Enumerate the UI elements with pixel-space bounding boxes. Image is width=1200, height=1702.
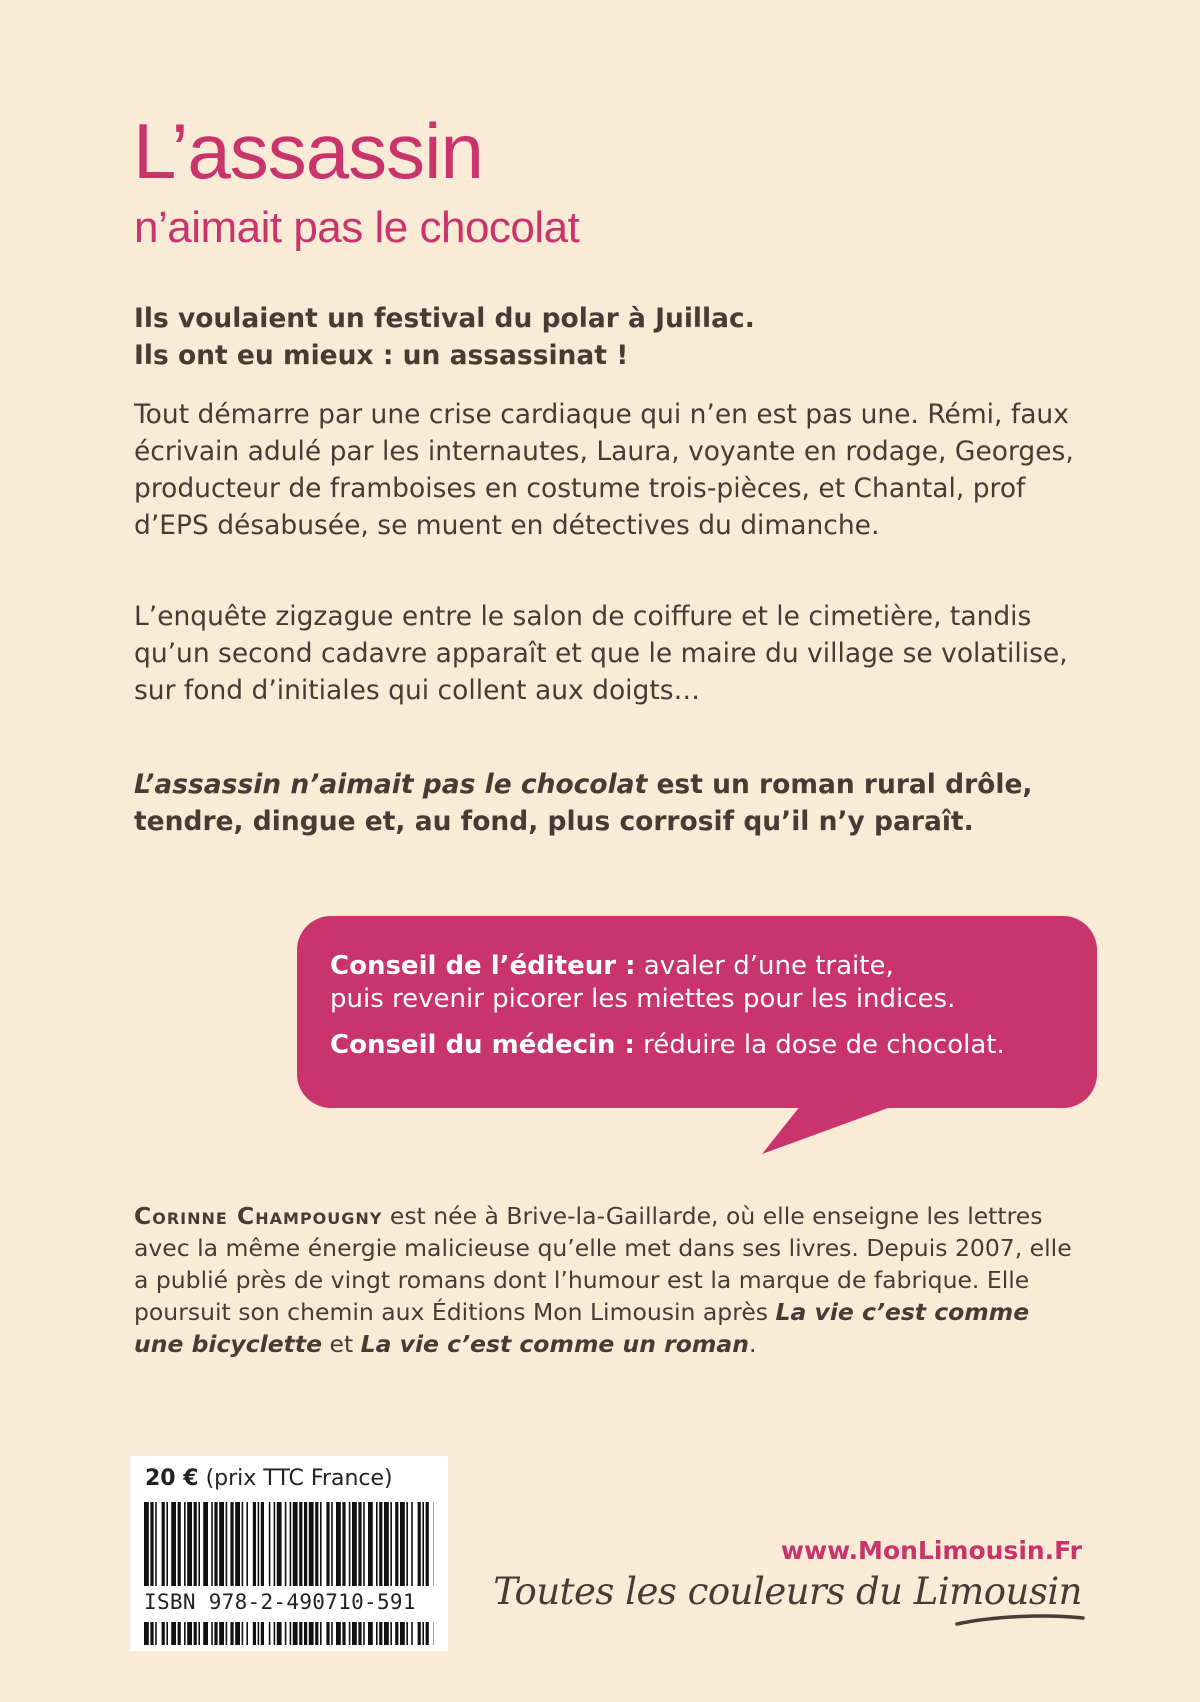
editor-advice-text-2: puis revenir picorer les miettes pour les indices. [330,984,956,1014]
barcode-bar [422,1622,424,1645]
barcode-bar [315,1502,318,1586]
author-name: Corinne Champougny [134,1202,383,1230]
barcode-bar [155,1502,157,1586]
publisher-website[interactable]: www.MonLimousin.Fr [780,1536,1082,1565]
barcode-bar [293,1502,298,1586]
barcode-bar [258,1622,260,1645]
barcode-bar [411,1502,413,1586]
barcode-bar [309,1502,314,1586]
speech-bubble-tail-icon [755,1100,915,1160]
barcode-bar [150,1502,153,1586]
barcode-bar [358,1502,361,1586]
barcode-bar [171,1622,176,1645]
hook-block [134,300,1074,374]
doctor-advice-label: Conseil du médecin : [330,1030,635,1060]
barcode-bar [376,1502,378,1586]
barcode-icon [144,1502,434,1586]
barcode-bar [320,1622,322,1645]
barcode-bar [184,1622,186,1645]
book-subtitle: n’aimait pas le chocolat [134,203,580,252]
barcode-bar [331,1502,333,1586]
barcode-bar [336,1622,341,1645]
barcode-bar [214,1622,217,1645]
barcode-bar [290,1622,292,1645]
barcode-bar [379,1502,382,1586]
barcode-bar [376,1622,378,1645]
barcode-bar [235,1622,240,1645]
barcode-bar [178,1622,181,1645]
barcode-bar [368,1622,373,1645]
barcode-bar [379,1622,382,1645]
barcode-bar [326,1502,329,1586]
barcode-bar [358,1622,361,1645]
barcode-bar [390,1622,392,1645]
barcode-bar [235,1502,240,1586]
barcode-bar [162,1622,165,1645]
editor-advice-text-1: avaler d’une traite, [635,951,894,981]
barcode-bar [418,1502,421,1586]
barcode-bar [363,1622,365,1645]
synopsis-paragraph-3-text: est un roman rural drôle, tendre, dingue et, au fond, plus corrosif qu’il n’y paraît. [134,769,1033,837]
barcode-bottom-icon [144,1622,434,1645]
synopsis-paragraph-2: L’enquête zigzague entre le salon de coiffure et le cimetière, tandis qu’un second cadavre apparaît et que le maire du village se volatilise, sur fond d’initiales qui collent aux doigts… [134,601,1068,706]
barcode-bar [411,1622,413,1645]
barcode-bar [246,1622,248,1645]
barcode-bar [230,1502,233,1586]
barcode-bar [144,1502,149,1586]
barcode-bar [269,1622,271,1645]
barcode-bar [277,1502,282,1586]
barcode-bar [253,1502,256,1586]
swoosh-underline-icon [955,1610,1085,1630]
author-bio [134,1200,1084,1360]
barcode-bar [242,1622,244,1645]
barcode-bar [326,1622,329,1645]
barcode-bar [331,1622,333,1645]
publisher-slogan: Toutes les couleurs du Limousin [493,1570,1082,1613]
barcode-bar [363,1502,365,1586]
barcode-bar [203,1502,208,1586]
barcode-bar [144,1622,149,1645]
hook-line-2: Ils ont eu mieux : un assassinat ! [134,340,629,371]
barcode-bar [230,1622,233,1645]
doctor-advice-text: réduire la dose de chocolat. [634,1030,1005,1060]
barcode-bar [261,1622,264,1645]
hook-line-1: Ils voulaient un festival du polar à Juillac. [134,303,755,334]
author-bio-text: est née à Brive-la-Gaillarde, où elle enseigne les lettres avec la même énergie malicieuse qu’elle met dans ses livres. Depuis 2007, elle a publié près de vingt romans dont l’humour est la marque de fabrique. Elle poursuit son chemin aux Éditions Mon Limousin après [134,1202,1072,1326]
barcode-bar [406,1622,408,1645]
barcode-bar [194,1622,197,1645]
barcode-bar [349,1502,351,1586]
editor-advice-label: Conseil de l’éditeur : [330,951,636,981]
barcode-panel [130,1456,448,1651]
previous-book-2: La vie c’est comme un roman [360,1330,749,1358]
barcode-bar [187,1622,192,1645]
barcode-bar [171,1502,176,1586]
barcode-bar [226,1502,228,1586]
barcode-bar [184,1502,186,1586]
barcode-bar [342,1622,345,1645]
barcode-bar [219,1502,224,1586]
barcode-bar [349,1622,351,1645]
barcode-bar [384,1622,389,1645]
barcode-bar [211,1622,213,1645]
barcode-bar [211,1502,213,1586]
barcode-bar [293,1622,298,1645]
barcode-bar [395,1622,398,1645]
book-title: L’assassin [133,107,483,195]
editor-advice [330,950,1090,1016]
barcode-bar [178,1502,181,1586]
barcode-bar [390,1502,392,1586]
barcode-bar [162,1502,165,1586]
barcode-bar [320,1502,322,1586]
barcode-bar [426,1502,429,1586]
author-bio-end: . [749,1330,757,1358]
barcode-bar [277,1622,282,1645]
price-note: (prix TTC France) [198,1466,393,1491]
barcode-bar [422,1502,424,1586]
previous-book-1: La vie c’est comme une bicyclette [134,1298,1030,1358]
barcode-bar [342,1502,345,1586]
barcode-bar [253,1622,256,1645]
barcode-bar [400,1502,405,1586]
barcode-bar [246,1502,248,1586]
doctor-advice [330,1029,1090,1062]
barcode-bar [304,1502,307,1586]
barcode-bar [426,1622,429,1645]
barcode-bar [299,1622,302,1645]
barcode-bar [395,1502,398,1586]
book-title-italic: L’assassin n’aimait pas le chocolat [134,769,648,800]
price-value: 20 € [145,1466,199,1491]
barcode-bar [285,1502,287,1586]
barcode-bar [258,1502,260,1586]
barcode-bar [198,1622,200,1645]
barcode-bar [336,1502,341,1586]
barcode-bar [214,1502,217,1586]
barcode-bar [352,1622,357,1645]
barcode-bar [203,1622,208,1645]
barcode-bar [242,1502,244,1586]
barcode-bar [269,1502,271,1586]
barcode-bar [219,1622,224,1645]
barcode-bar [290,1502,292,1586]
barcode-bar [285,1622,287,1645]
barcode-bar [418,1622,421,1645]
isbn-number: ISBN 978-2-490710-591 [144,1590,416,1614]
author-bio-and: et [322,1330,361,1358]
barcode-bar [299,1502,302,1586]
barcode-bar [406,1502,408,1586]
barcode-bar [309,1622,314,1645]
barcode-bar [400,1622,405,1645]
synopsis-paragraph-1: Tout démarre par une crise cardiaque qui n’en est pas une. Rémi, faux écrivain adulé par les internautes, Laura, voyante en rodage, Georges, producteur de framboises en costume trois-pièces, et Chantal, prof d’EPS désabusée, se muent en détectives du dimanche. [134,399,1074,541]
barcode-bar [194,1502,197,1586]
barcode-bar [368,1502,373,1586]
barcode-bar [166,1622,168,1645]
barcode-bar [198,1502,200,1586]
barcode-bar [274,1622,276,1645]
barcode-bar [261,1502,264,1586]
barcode-bar [187,1502,192,1586]
barcode-bar [274,1502,276,1586]
barcode-bar [155,1622,157,1645]
synopsis-paragraph-3 [134,766,1074,840]
advice-block [330,950,1090,1062]
barcode-bar [352,1502,357,1586]
barcode-bar [315,1622,318,1645]
barcode-bar [150,1622,153,1645]
barcode-bar [384,1502,389,1586]
barcode-bar [166,1502,168,1586]
barcode-bar [226,1622,228,1645]
barcode-bar [304,1622,307,1645]
price-label [145,1466,393,1491]
